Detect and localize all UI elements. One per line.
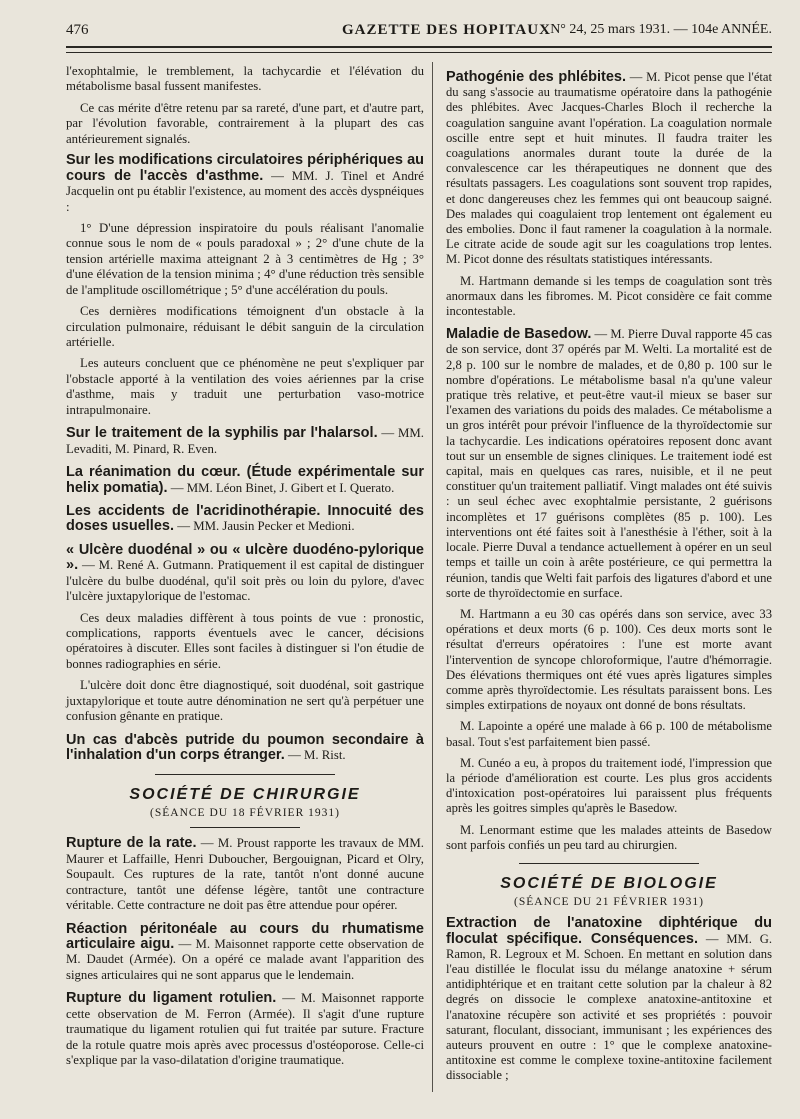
paragraph: 1° D'une dépression inspiratoire du pouls réalisant l'anomalie connue sous le nom de « pouls paradoxal » ; 2° d'une chute de la tension artérielle maxima atteignant 2 à 3 centimètres de Hg ; 3° d'une élévation de la tension minima ; 4° d'une réduction très sensible de l'amplitude oscillométrique ; 5° d'une accélération du pouls.	[66, 220, 424, 297]
page-header	[66, 20, 772, 42]
paragraph: Ces deux maladies diffèrent à tous points de vue : pronostic, complications, rapports éventuels avec le cancer, décisions opératoires à discuter. Elles sont faciles à distinguer si l'on étudie de bonnes radiographies en série.	[66, 610, 424, 671]
section-seance: (SÉANCE DU 18 FÉVRIER 1931)	[150, 806, 340, 819]
article-authors: — MM. Jausin Pecker et Medioni.	[174, 519, 355, 534]
article-authors: — M. Rist.	[284, 748, 346, 763]
article-ulcere	[66, 543, 424, 725]
article-ligament-rotulien	[66, 991, 424, 1068]
article-rupture-rate	[66, 836, 424, 913]
article-anatoxine	[446, 916, 772, 1083]
article-reaction-peritoneale	[66, 922, 424, 984]
article-text: — M. Maisonnet rapporte cette observation de M. Daudet (Armée). On a opéré ce malade avant l'apparition des signes articulaires qui ne sont apparus que le lendemain.	[66, 937, 424, 982]
article-title: Sur les modifications circulatoires périphériques au cours de l'accès d'asthme.	[66, 152, 424, 184]
header-rule	[66, 46, 772, 48]
article-text: — M. René A. Gutmann. Pratiquement il est capital de distinguer l'ulcère du bulbe duodénal, qu'il soit près ou loin du pylore, d'avec l'ulcère juxtapylorique de l'estomac.	[66, 558, 424, 604]
article-title: « Ulcère duodénal » ou « ulcère duodéno-pylorique ».	[66, 541, 424, 574]
header-rule-thin	[66, 52, 772, 53]
article-title: Rupture du ligament rotulien.	[66, 990, 277, 1007]
article-title: La réanimation du cœur. (Étude expérimentale sur helix pomatia).	[66, 464, 424, 496]
paragraph: L'ulcère doit donc être diagnostiqué, soit duodénal, soit gastrique juxtapylorique et toute autre dénomination ne sert qu'à perpétuer une confusion gênante en pratique.	[66, 678, 424, 724]
article-authors: — MM. J. Tinel et André Jacquelin ont pu établir l'existence, au moment des accès dyspnéiques :	[66, 168, 424, 214]
article-title: Réaction péritonéale au cours du rhumatisme articulaire aigu.	[66, 920, 424, 952]
left-column	[66, 64, 424, 1077]
paragraph: Les auteurs concluent que ce phénomène ne peut s'expliquer par l'obstacle apporté à la ventilation des voies aériennes par la crise d'asthme, mais y traduit une perturbation vaso-motrice intrapulmonaire.	[66, 356, 424, 417]
article-title: Extraction de l'anatoxine diphtérique du floculat spécifique. Conséquences.	[446, 915, 772, 947]
article-authors: — MM. Léon Binet, J. Gibert et I. Querato.	[167, 480, 395, 495]
section-title-biologie: SOCIÉTÉ DE BIOLOGIE	[500, 874, 718, 892]
article-title: Sur le traitement de la syphilis par l'halarsol.	[66, 425, 378, 442]
article-title: Pathogénie des phlébites.	[446, 69, 627, 85]
article-reanimation	[66, 465, 424, 496]
page-number: 476	[66, 22, 89, 38]
paragraph: M. Hartmann demande si les temps de coagulation sont très anormaux dans les fibromes. M. Picot considère ce fait comme incontestable.	[446, 273, 772, 319]
paragraph: M. Lapointe a opéré une malade à 66 p. 100 de métabolisme basal. Tout s'est parfaitement bien passé.	[446, 719, 772, 749]
section-subrule	[190, 827, 300, 828]
article-acridinotherapie	[66, 504, 424, 535]
section-seance: (SÉANCE DU 21 FÉVRIER 1931)	[514, 896, 704, 909]
article-title: Les accidents de l'acridinothérapie. Innocuité des doses usuelles.	[66, 502, 424, 535]
paragraph: M. Hartmann a eu 30 cas opérés dans son service, avec 33 opérations et deux morts (6 p. 100). Ces deux morts sont le résultat d'erreurs opératoires : l'une est morte avant l'intervention de syncope chloroformique, l'autre d'hémorragie. Des élévations thermiques ont été vues après ligatures simples comme après thyroïdectomie. Les résultats paraissent bons. Les simples extirpations de noyaux ont donné de bons résultats.	[446, 606, 772, 713]
paragraph: M. Cunéo a eu, à propos du traitement iodé, l'impression que la période d'amélioration est courte. Les plus gros accidents d'intoxication post-opératoires lui paraissent plus fréquents après les goitres simples qu'après le Basedow.	[446, 755, 772, 816]
article-title: Un cas d'abcès putride du poumon secondaire à l'inhalation d'un corps étranger.	[66, 731, 424, 764]
article-text: — M. Pierre Duval rapporte 45 cas de son service, dont 37 opérés par M. Welti. La mortalité est de 2,8 p. 100 sur le nombre de malades, et de 0,80 p. 100 sur le nombre d'opérations. Le métabolisme basal n'a qu'une valeur pratique très relative, et peut-être vaut-il mieux se baser sur l'examen des variations du poids des malades. Ce métabolisme a un gros intérêt pour prévoir l'influence de la thyroïdectomie sur la tachycardie. Les indications opératoires reposent donc avant tout sur un ensemble de signes cliniques. Le traitement iodé est capital, mais en quelques cas rares, nuisible, et il ne peut constituer qu'un traitement palliatif. Vingt malades ont été suivis : un seul échec avec exophtalmie persistante, 2 guérisons incomplètes et 17 guérisons complètes (85 p. 100). Les interventions ont été faites soit à l'anesthésie à l'éther, soit à la locale. Pierre Duval a tendance actuellement à opérer en un seul temps et taille un coin à arête postérieure, ce qui permettra la réunion, tandis que Welti fait parfois des ligatures d'abord et une sorte de thyroïdectomie en surface.	[446, 327, 773, 600]
article-basedow	[446, 327, 772, 853]
right-column	[446, 64, 772, 1092]
article-text: — M. Picot pense que l'état du sang s'associe au traumatisme opératoire dans la pathogénie des phlébites. Avec Jacques-Charles Bloch il recherche la coagulation sanguine avant l'opération. La coagulation normale oscille entre sept et huit minutes. Il faudra traiter les coagulations anormales durant toute la durée de la convalescence car les thérapeutiques ne donnent que des résultats passagers. Les coagulations sont souvent trop rapides, et donc dangereuses chez les femmes qui ont beaucoup saigné. Des malades qui coagulaient trop lentement ont également eu des embolies. Donc il faut ramener la coagulation à la normale. Le citrate acide de soude agit sur les coagulations trop lentes. M. Picot donne des résultats statistiques intéressants.	[446, 70, 772, 267]
section-rule	[519, 863, 699, 864]
article-text: — MM. G. Ramon, R. Legroux et M. Schoen. En mettant en solution dans l'eau distillée le floculat issu du mélange anatoxine + sérum antidiphtérique et en traitant cette solution par la chaleur à 82 degrés on dissocie le complexe anatoxine-antitoxine et l'anatoxine récupère son activité et ses propriétés : pouvoir saturant, floculant, dissociant, immunisant ; les expériences des auteurs prouvent en outre : 1° que le complexe anatoxine-antitoxine est comme le complexe toxine-antitoxine facilement dissociable ;	[446, 931, 772, 1083]
paragraph: Ces dernières modifications témoignent d'un obstacle à la circulation pulmonaire, réduisant le débit sanguin de la circulation artérielle.	[66, 304, 424, 349]
section-rule	[155, 774, 335, 775]
issue-info: N° 24, 25 mars 1931. — 104e ANNÉE.	[550, 22, 772, 37]
column-divider	[432, 62, 433, 1092]
article-phlebites	[446, 70, 772, 319]
journal-title: GAZETTE DES HOPITAUX	[342, 22, 551, 38]
article-title: Rupture de la rate.	[66, 835, 197, 852]
article-authors: — MM. Levaditi, M. Pinard, R. Even.	[66, 426, 425, 456]
article-abces	[66, 733, 424, 764]
article-text: — M. Maisonnet rapporte cette observation de M. Ferron (Armée). Il s'agit d'une rupture traumatique du ligament rotulien qui fut traitée par suture. Fracture de la rotule quatre mois après avec processus d'ostéoporose. Celle-ci s'explique par la vaso-dilatation d'origine traumatique.	[66, 991, 424, 1068]
article-text: — M. Proust rapporte les travaux de MM. Maurer et Laffaille, Henri Duboucher, Bergouignan, Picard et Olry, Soupault. Ces ruptures de la rate, tantôt n'ont donné aucune contracture, tantôt une défense légère, tantôt une contracture véritable. Cette contracture ne doit pas être attendue pour opérer.	[66, 836, 424, 913]
section-title-chirurgie: SOCIÉTÉ DE CHIRURGIE	[129, 785, 361, 803]
paragraph: l'exophtalmie, le tremblement, la tachycardie et l'élévation du métabolisme basal fussent manifestes.	[66, 64, 424, 94]
paragraph: M. Lenormant estime que les malades atteints de Basedow sont parfois confiés un peu tard au chirurgien.	[446, 822, 772, 852]
article-title: Maladie de Basedow.	[446, 326, 592, 343]
article-syphilis	[66, 426, 424, 457]
paragraph: Ce cas mérite d'être retenu par sa rareté, d'une part, et d'autre part, par l'évolution favorable, contrairement à la plupart des cas antérieurement signalés.	[66, 100, 424, 146]
article-asthme	[66, 153, 424, 418]
